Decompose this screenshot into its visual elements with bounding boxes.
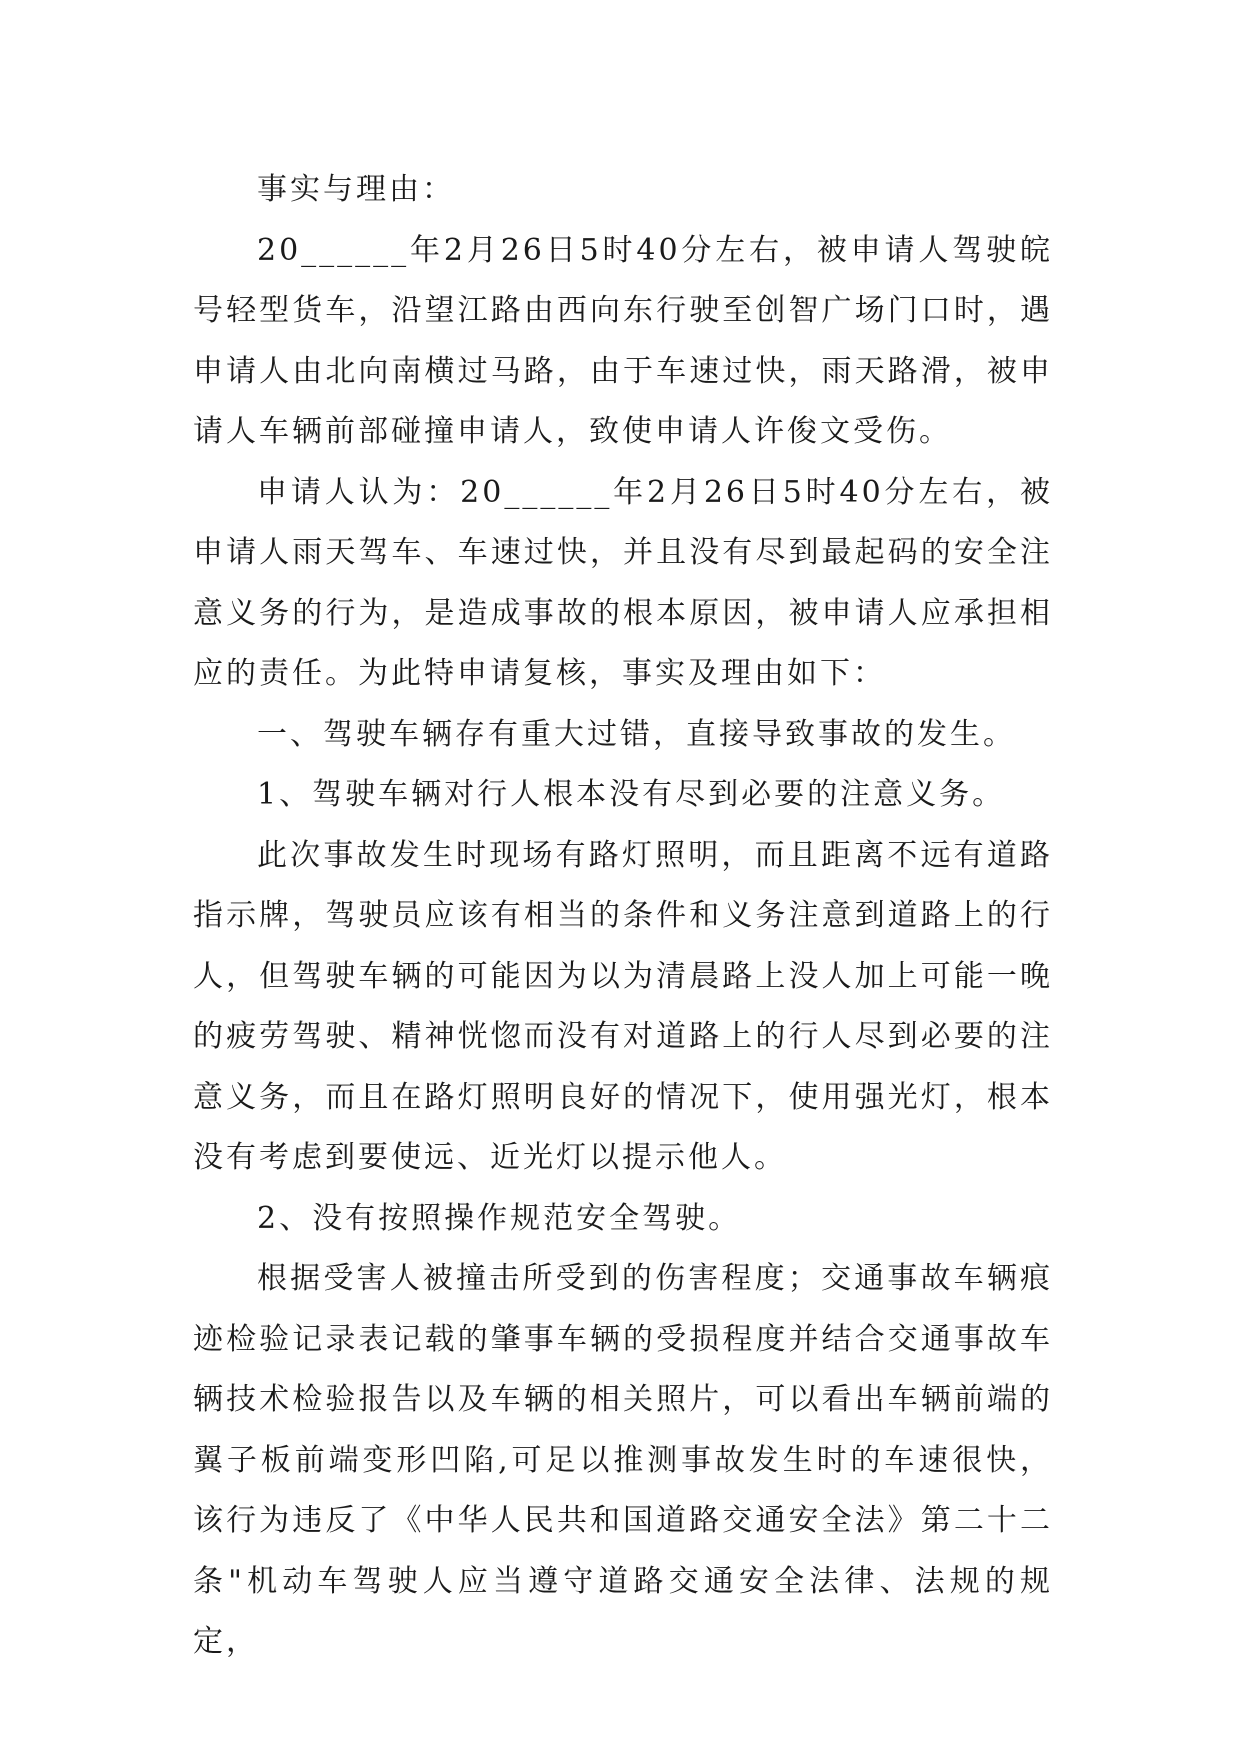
paragraph-speed-evidence: 根据受害人被撞击所受到的伤害程度；交通事故车辆痕迹检验记录表记载的肇事车辆的受损程度并结合交通事故车辆技术检验报告以及车辆的相关照片，可以看出车辆前端的翼子板前端变形凹陷,可足以推测事故发生时的车速很快，该行为违反了《中华人民共和国道路交通安全法》第二十二条"机动车驾驶人应当遵守道路交通安全法律、法规的规定， xyxy=(193,1261,1053,1659)
heading-facts-reasons: 事实与理由： xyxy=(257,172,455,207)
paragraph-applicant-opinion: 申请人认为：20______年2月26日5时40分左右，被申请人雨天驾车、车速过快，并且没有尽到最起码的安全注意义务的行为，是造成事故的根本原因，被申请人应承担相应的责任。为此特申请复核，事实及理由如下： xyxy=(193,474,1053,691)
subsection-heading-2: 2、没有按照操作规范安全驾驶。 xyxy=(257,1200,742,1236)
paragraph-accident-description: 20______年2月26日5时40分左右，被申请人驾驶皖号轻型货车，沿望江路由西向东行驶至创智广场门口时，遇申请人由北向南横过马路，由于车速过快，雨天路滑，被申请人车辆前部碰撞申请人，致使申请人许俊文受伤。 xyxy=(193,232,1053,449)
paragraph-lighting-conditions: 此次事故发生时现场有路灯照明，而且距离不远有道路指示牌，驾驶员应该有相当的条件和义务注意到道路上的行人，但驾驶车辆的可能因为以为清晨路上没人加上可能一晚的疲劳驾驶、精神恍惚而没有对道路上的行人尽到必要的注意义务，而且在路灯照明良好的情况下，使用强光灯，根本没有考虑到要使远、近光灯以提示他人。 xyxy=(193,837,1053,1175)
subsection-heading-1: 1、驾驶车辆对行人根本没有尽到必要的注意义务。 xyxy=(257,777,1006,812)
section-heading-1: 一、驾驶车辆存有重大过错，直接导致事故的发生。 xyxy=(257,716,1016,752)
document-page xyxy=(193,160,1053,1673)
